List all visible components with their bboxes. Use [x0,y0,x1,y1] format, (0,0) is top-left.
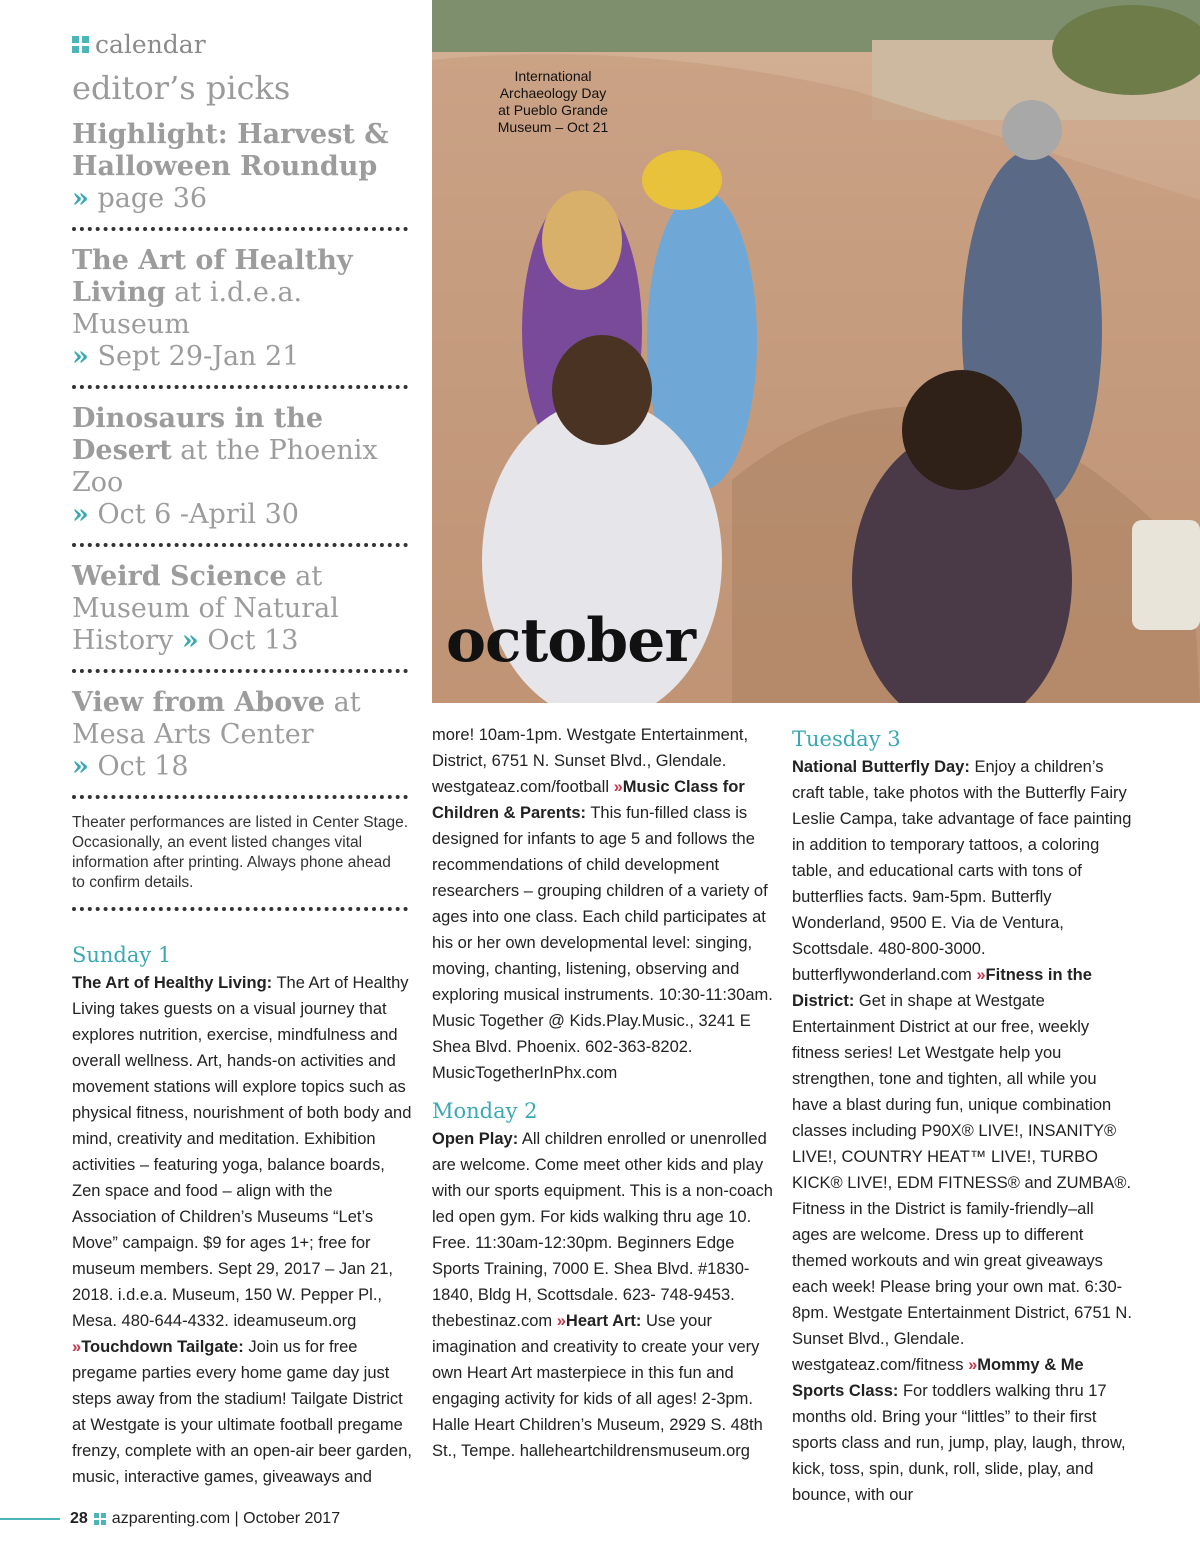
events-column-3 [792,724,1132,1508]
page-footer [0,1506,440,1532]
pick-item [72,687,408,799]
arrow-icon: » [72,183,89,214]
page-number: 28 [70,1510,88,1527]
event-text: Use your imagination and creativity to create your very own Heart Art masterpiece in this fun and engaging activity for kids of all ages! 2-3pm. Halle Heart Children’s Museum, 2929 S. 48th St., Tempe. halleheartchildrensmuseum.org [432,1312,763,1460]
pick-title: Weird Science [72,561,287,592]
event-listing [432,722,774,1086]
arrow-icon: » [72,341,89,372]
pick-venue: at i.d.e.a. Museum [72,277,303,340]
separator-icon: » [556,1312,566,1330]
separator-icon: » [72,1338,82,1356]
pick-title: View from Above [72,687,326,718]
pick-venue: at the Phoenix Zoo [72,435,378,498]
event-text: Enjoy a children’s craft table, take photos with the Butterfly Fairy Leslie Campa, take advantage of face painting in addition to temporary tattoos, a coloring table, and educational carts with tons of butterflies facts. 9am-5pm. Butterfly Wonderland, 9500 E. Via de Ventura, Scottsdale. 480-800-3000. butterflywonderland.com [792,758,1132,984]
pick-title: Highlight: Harvest & Halloween Roundup [72,119,389,182]
arrow-icon: » [181,625,199,656]
photo-caption: International Archaeology Day at Pueblo Grande Museum – Oct 21 [497,68,609,135]
event-title: Music Class for Children & Parents: [432,778,745,822]
event-text: The Art of Healthy Living takes guests on a visual journey that explores nutrition, exercise, mindfulness and overall wellness. Art, hands-on activities and movement stations will explore topics such as physical fitness, nourishment of both body and mind, creativity and meditation. Exhibition activities – featuring yoga, balance boards, Zen space and food – align with the Association of Children’s Museums “Let’s Move” campaign. $9 for ages 1+; free for museum members. Sept 29, 2017 – Jan 21, 2018. i.d.e.a. Museum, 150 W. Pepper Pl., Mesa. 480-644-4332. ideamuseum.org [72,974,412,1330]
pick-item [72,403,408,547]
pick-venue: at Museum of Natural History [72,561,339,656]
hero-photo [432,0,1200,703]
event-text: All children enrolled or unenrolled are welcome. Come meet other kids and play with our sports equipment. This is a non-coach led open gym. For kids walking thru age 10. Free. 11:30am-12:30pm. Beginners Edge Sports Training, 7000 E. Shea Blvd. #1830-1840, Bldg H, Scottsdale. 623- 748-9453. thebestinaz.com [432,1130,773,1330]
section-label: calendar [95,30,206,59]
separator-icon: » [968,1356,978,1374]
day-heading: Monday 2 [432,1099,538,1123]
day-heading: Tuesday 3 [792,727,901,751]
pick-date: Oct 18 [97,751,189,782]
pick-item [72,561,408,673]
events-column-2 [432,722,774,1464]
event-listing [72,970,412,1490]
event-title: Mommy & Me Sports Class: [792,1356,1084,1400]
day-heading: Sunday 1 [72,943,172,967]
event-text: Join us for free pregame parties every home game day just steps away from the stadium! Tailgate District at Westgate is your ultimate football pregame frenzy, complete with an open-air beer garden, music, interactive games, giveaways and [72,1338,412,1486]
arrow-icon: » [72,499,89,530]
arrow-icon: » [72,751,89,782]
editors-picks-heading: editor’s picks [72,69,291,107]
separator-icon: » [976,966,986,984]
month-title: october [446,606,696,676]
calendar-label [72,30,408,59]
pick-item [72,245,408,389]
pick-date: Oct 6 -April 30 [97,499,299,530]
pick-title: The Art of Healthy Living [72,245,353,308]
events-column-1 [72,940,412,1490]
pick-date: Oct 13 [207,625,299,656]
grid-icon [94,1513,106,1525]
pick-venue: at Mesa Arts Center [72,687,361,750]
pick-date: page 36 [97,183,208,214]
event-text: This fun-filled class is designed for infants to age 5 and follows the recommendations of child development researchers – grouping children of a variety of ages into one class. Each child participates at his or her own developmental level: singing, moving, chanting, listening, observing and exploring musical instruments. 10:30-11:30am. Music Together @ Kids.Play.Music., 3241 E Shea Blvd. Phoenix. 602-363-8202. MusicTogetherInPhx.com [432,804,773,1082]
event-text: more! 10am-1pm. Westgate Entertainment, District, 6751 N. Sunset Blvd., Glendale. westgateaz.com/football [432,726,749,796]
event-text: For toddlers walking thru 17 months old. Bring your “littles” to their first sports class and run, jump, play, laugh, throw, kick, toss, spin, dunk, roll, slide, play, and bounce, with our [792,1382,1126,1504]
pick-date: Sept 29-Jan 21 [97,341,300,372]
event-title: Open Play: [432,1130,519,1148]
event-title: Heart Art: [565,1312,642,1330]
event-listing [432,1126,774,1464]
pick-item [72,119,408,231]
grid-icon [72,36,89,53]
footer-rule [0,1518,60,1520]
event-text: Get in shape at Westgate Entertainment District at our free, weekly fitness series! Let Westgate help you strengthen, tone and tighten, all while you have a blast during fun, unique combination classes including P90X® LIVE!, INSANITY® LIVE!, COUNTRY HEAT™ LIVE!, TURBO KICK® LIVE!, EDM FITNESS® and ZUMBA®. Fitness in the District is family-friendly–all ages are welcome. Dress up to different themed workouts and win great giveaways each week! Please bring your own mat. 6:30-8pm. Westgate Entertainment District, 6751 N. Sunset Blvd., Glendale. westgateaz.com/fitness [792,992,1132,1374]
footer-text: azparenting.com | October 2017 [111,1510,341,1527]
event-title: The Art of Healthy Living: [72,974,273,992]
event-listing [792,754,1132,1508]
sidebar-note: Theater performances are listed in Center Stage. Occasionally, an event listed changes vital information after printing. Always phone ahead to confirm details. [72,813,408,911]
event-title: Fitness in the District: [792,966,1092,1010]
event-title: Touchdown Tailgate: [81,1338,244,1356]
pick-title: Dinosaurs in the Desert [72,403,324,466]
event-title: National Butterfly Day: [792,758,970,776]
editors-picks-sidebar [72,30,408,925]
separator-icon: » [613,778,623,796]
